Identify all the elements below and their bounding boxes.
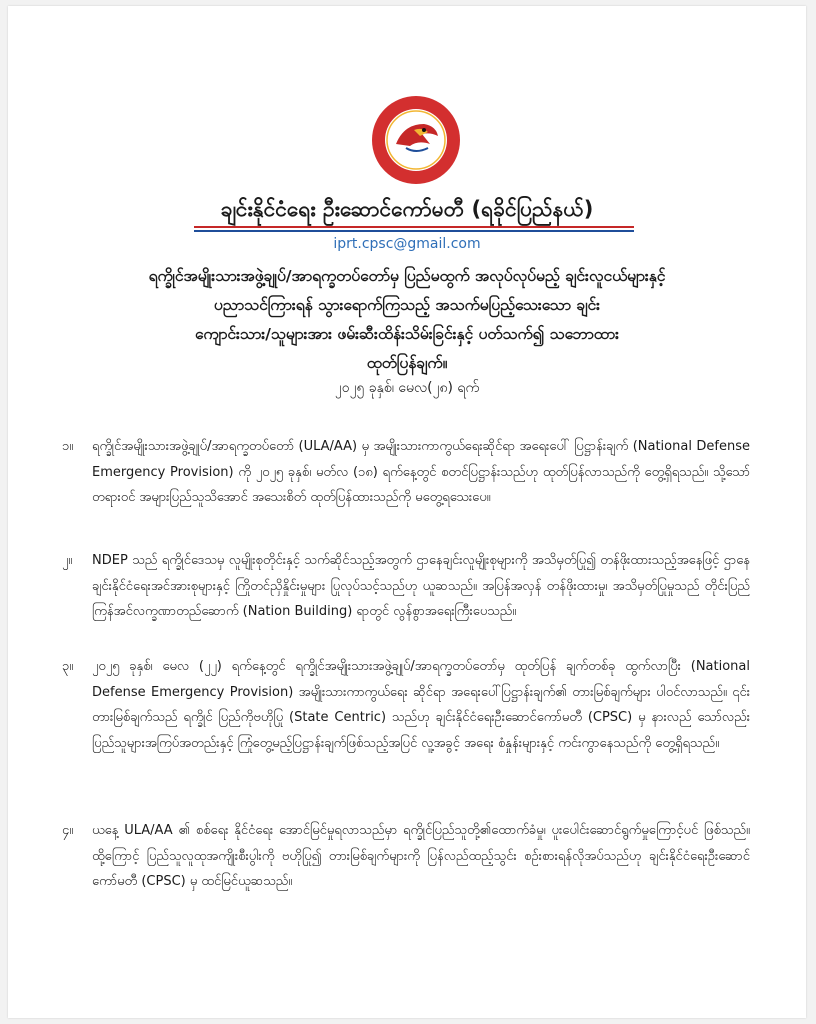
headline-line: ရက္ခိုင်အမျိုးသားအဖွဲ့ချုပ်/အာရက္ခတပ်တော်မှ ပြည်မထွက် အလုပ်လုပ်မည့် ချင်းလူငယ်များနှင့် <box>148 267 666 285</box>
paragraph-text: ယနေ့ ULA/AA ၏ စစ်ရေး နိုင်ငံရေး အောင်မြင်မှုရလာသည်မှာ ရက္ခိုင်ပြည်သူတို့၏ထောက်ခံမှု၊ ပူးပေါင်းဆောင်ရွက်မှုကြောင့်ပင် ဖြစ်သည်။ ထို့ကြောင့် ပြည်သူလူထုအကျိုးစီးပွါးကို ဗဟိုပြု၍ တားမြစ်ချက်များကို ပြန်လည်ထည့်သွင်း စဉ်းစားရန်လိုအပ်သည်ဟု ချင်းနိုင်ငံရေးဦးဆောင် ကော်မတီ (CPSC) မှ ထင်မြင်ယူဆသည်။ <box>92 823 750 889</box>
paragraph-1 <box>62 434 750 511</box>
contact-email[interactable]: iprt.cpsc@gmail.com <box>333 236 481 252</box>
paragraph-4 <box>62 818 750 895</box>
paragraph-number: ၄။ <box>62 823 74 838</box>
headline-line: ထုတ်ပြန်ချက်။ <box>366 354 448 372</box>
paragraph-text: ရက္ခိုင်အမျိုးသားအဖွဲ့ချုပ်/အာရက္ခတပ်တော် (ULA/AA) မှ အမျိုးသားကာကွယ်ရေးဆိုင်ရာ အရေးပေါ် ပြဋ္ဌာန်းချက် (National Defense Emergency Provision) ကို ၂၀၂၅ ခုနှစ်၊ မတ်လ (၁၈) ရက်နေ့တွင် စတင်ပြဋ္ဌာန်းသည်ဟု ထုတ်ပြန်လာသည်ကို တွေ့ရှိရသည်။ သို့သော် တရားဝင် အများပြည်သူသိအောင် အသေးစိတ် ထုတ်ပြန်ထားသည်ကို မတွေ့ရသေးပေ။ <box>92 439 750 505</box>
headline-line: ကျောင်းသား/သူများအား ဖမ်းဆီးထိန်းသိမ်းခြင်းနှင့် ပတ်သက်၍ သဘောထား <box>194 325 620 343</box>
paragraph-text: ၂၀၂၅ ခုနှစ်၊ မေလ (၂၂) ရက်နေ့တွင် ရက္ခိုင်အမျိုးသားအဖွဲ့ချုပ်/အာရက္ခတပ်တော်မှ ထုတ်ပြန် ချက်တစ်ခု ထွက်လာပြီး (National Defense Emergency Provision) အမျိုးသားကာကွယ်ရေး ဆိုင်ရာ အရေးပေါ်ပြဋ္ဌာန်းချက်၏ တားမြစ်ချက်များ ပါဝင်လာသည်။ ၎င်းတားမြစ်ချက်သည် ရက္ခိုင် ပြည်ကိုဗဟိုပြု (State Centric) သည်ဟု ချင်းနိုင်ငံရေးဦးဆောင်ကော်မတီ (CPSC) မှ နားလည် သော်လည်း ပြည်သူများအကြပ်အတည်းနှင့် ကြုံတွေ့မည့်ပြဋ္ဌာန်းချက်ဖြစ်သည့်အပြင် လူ့အခွင့် အရေး စံနှုန်းများနှင့် ကင်းကွာနေသည်ကို တွေ့ရှိရသည်။ <box>92 659 750 751</box>
statement-headline <box>68 262 746 378</box>
statement-date: ၂၀၂၅ ခုနှစ်၊ မေလ(၂၈) ရက် <box>334 380 480 396</box>
paragraph-number: ၂။ <box>62 553 73 568</box>
paragraph-text: NDEP သည် ရက္ခိုင်ဒေသမှ လူမျိုးစုတိုင်းနှင့် သက်ဆိုင်သည့်အတွက် ဌာနေချင်းလူမျိုးစုများကို အသိမှတ်ပြု၍ တန်ဖိုးထားသည့်အနေဖြင့် ဌာနေချင်းနိုင်ငံရေးအင်အားစုများနှင့် ကြိုတင်ညှိနှိုင်းမှုများ ပြုလုပ်သင့်သည်ဟု ယူဆသည်။ အပြန်အလှန် တန်ဖိုးထားမှု၊ အသိမှတ်ပြုမှုသည် တိုင်းပြည် ကြန်အင်လက္ခဏာတည်ဆောက် (Nation Building) ရာတွင် လွန်စွာအရေးကြီးပေသည်။ <box>92 553 750 619</box>
headline-line: ပညာသင်ကြားရန် သွားရောက်ကြသည့် အသက်မပြည့်သေးသော ချင်း <box>213 296 601 314</box>
document-page <box>8 6 806 1018</box>
organization-name: ချင်းနိုင်ငံရေး ဦးဆောင်ကော်မတီ (ရခိုင်ပြည်နယ်) <box>220 197 594 221</box>
paragraph-3 <box>62 654 750 756</box>
header-rule-red <box>194 226 634 228</box>
header-rule-blue <box>194 230 634 232</box>
paragraph-number: ၃။ <box>62 659 74 674</box>
paragraph-2 <box>62 548 750 625</box>
paragraph-number: ၁။ <box>62 439 74 454</box>
cpsc-logo <box>370 94 462 186</box>
